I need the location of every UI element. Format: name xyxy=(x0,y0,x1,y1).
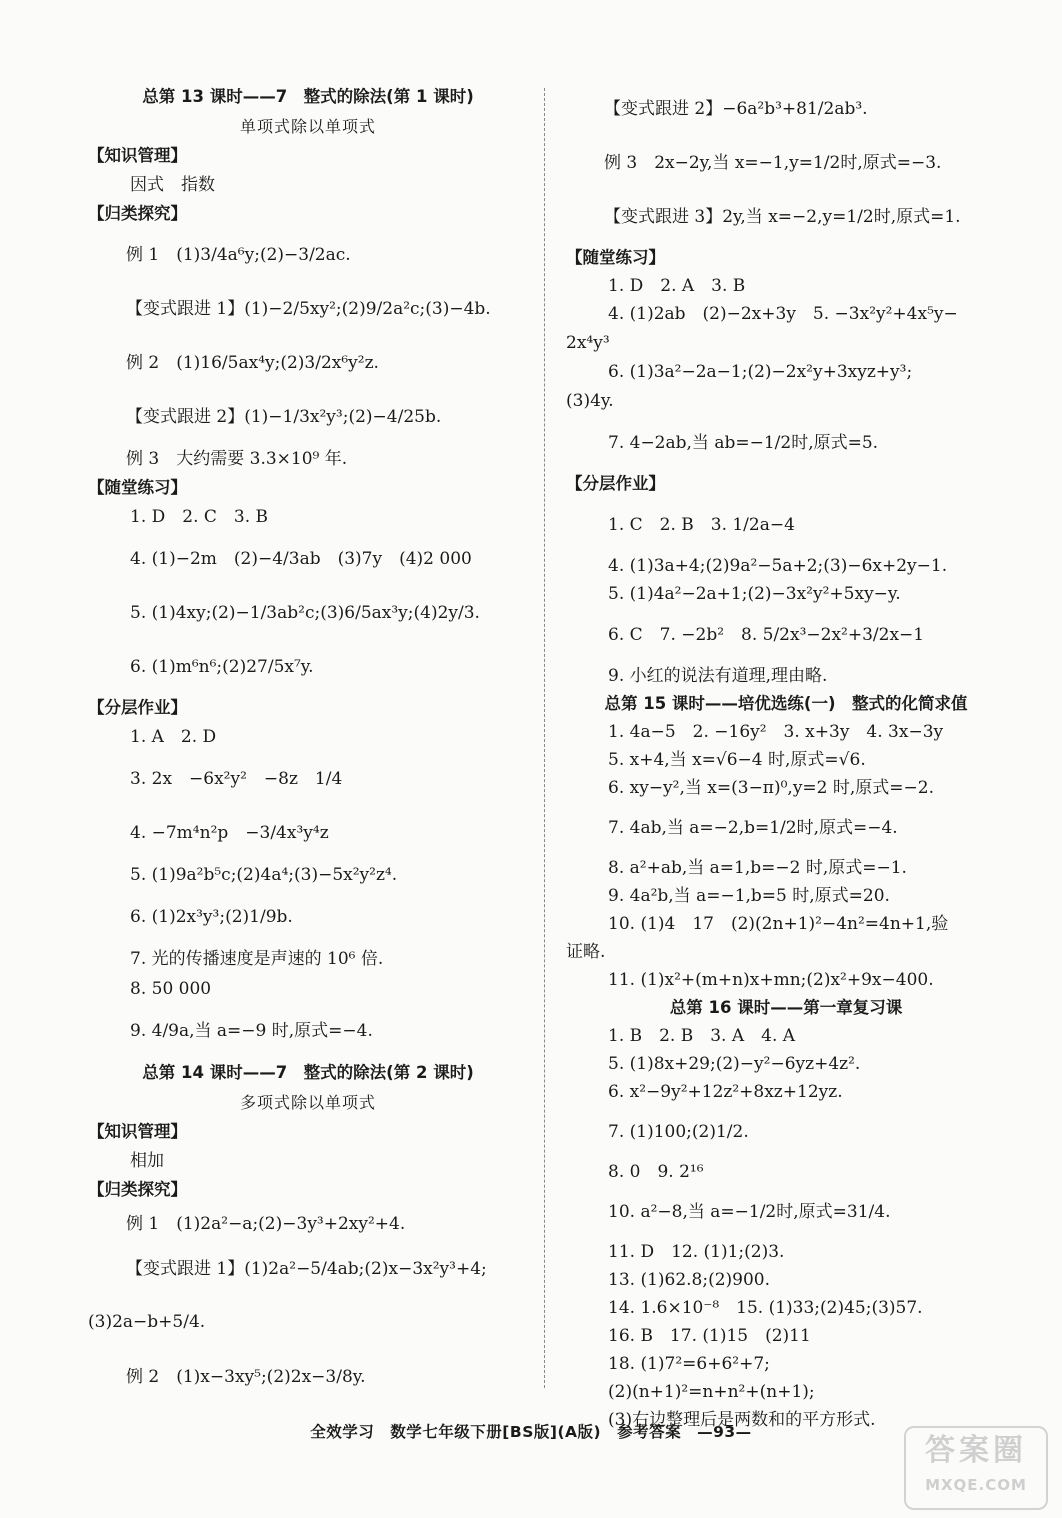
right-line: 【分层作业】 xyxy=(566,474,665,493)
left-line: 因式 指数 xyxy=(130,175,215,195)
left-line: 【变式跟进 1】(1)−2/5xy²;(2)9/2a²c;(3)−4b. xyxy=(126,299,491,319)
left-column xyxy=(88,82,528,1404)
left-line: 【分层作业】 xyxy=(88,698,187,717)
left-line: 5. (1)9a²b⁵c;(2)4a⁴;(3)−5x²y²z⁴. xyxy=(130,865,398,885)
left-line: 例 1 (1)2a²−a;(2)−3y³+2xy²+4. xyxy=(126,1214,406,1234)
left-line: 6. (1)m⁶n⁶;(2)27/5x⁷y. xyxy=(130,657,314,677)
left-line: 【随堂练习】 xyxy=(88,478,187,497)
right-line: 总第 16 课时——第一章复习课 xyxy=(669,998,903,1017)
right-line: 6. xy−y²,当 x=(3−π)⁰,y=2 时,原式=−2. xyxy=(608,778,935,798)
left-line: 相加 xyxy=(130,1151,164,1171)
right-column xyxy=(566,82,1006,1434)
column-divider xyxy=(544,88,545,1388)
right-line: 7. 4ab,当 a=−2,b=1/2时,原式=−4. xyxy=(608,818,898,838)
right-line: 【随堂练习】 xyxy=(566,248,665,267)
right-line: 7. (1)100;(2)1/2. xyxy=(608,1122,749,1142)
right-line: 7. 4−2ab,当 ab=−1/2时,原式=5. xyxy=(608,433,879,453)
right-line: 【变式跟进 3】2y,当 x=−2,y=1/2时,原式=1. xyxy=(604,207,961,227)
left-line: 单项式除以单项式 xyxy=(239,117,376,136)
left-line: 【变式跟进 2】(1)−1/3x²y³;(2)−4/25b. xyxy=(126,407,442,427)
right-line: 18. (1)7²=6+6²+7; xyxy=(608,1354,770,1374)
right-line: 1. D 2. A 3. B xyxy=(608,276,746,296)
left-line: 【知识管理】 xyxy=(88,1122,187,1141)
right-line: 例 3 2x−2y,当 x=−1,y=1/2时,原式=−3. xyxy=(604,153,942,173)
right-line: 16. B 17. (1)15 (2)11 xyxy=(608,1326,811,1346)
right-line: 10. (1)4 17 (2)(2n+1)²−4n²=4n+1,验 xyxy=(608,914,949,934)
left-line: 7. 光的传播速度是声速的 10⁶ 倍. xyxy=(130,949,384,969)
right-line: 4. (1)3a+4;(2)9a²−5a+2;(3)−6x+2y−1. xyxy=(608,556,948,576)
right-line: 10. a²−8,当 a=−1/2时,原式=31/4. xyxy=(608,1202,891,1222)
watermark-logo: 答案圈 MXQE.COM xyxy=(904,1426,1048,1510)
right-line: 2x⁴y³ xyxy=(566,333,610,353)
right-line: 5. x+4,当 x=√6−4 时,原式=√6. xyxy=(608,750,866,770)
right-line: (3)4y. xyxy=(566,391,614,411)
right-line: 9. 小红的说法有道理,理由略. xyxy=(608,666,828,686)
left-line: 3. 2x −6x²y² −8z 1/4 xyxy=(130,769,343,789)
right-line: 总第 15 课时——培优选练(一) 整式的化简求值 xyxy=(604,694,968,713)
left-line: 4. −7m⁴n²p −3/4x³y⁴z xyxy=(130,823,329,843)
right-line: 11. D 12. (1)1;(2)3. xyxy=(608,1242,785,1262)
right-line: 证略. xyxy=(566,942,606,962)
left-line: 6. (1)2x³y³;(2)1/9b. xyxy=(130,907,293,927)
left-line: 例 1 (1)3/4a⁶y;(2)−3/2ac. xyxy=(126,245,351,265)
right-line: 8. 0 9. 2¹⁶ xyxy=(608,1162,704,1182)
left-line: 【归类探究】 xyxy=(88,1180,187,1199)
right-line: 5. (1)8x+29;(2)−y²−6yz+4z². xyxy=(608,1054,861,1074)
left-line: 例 2 (1)16/5ax⁴y;(2)3/2x⁶y²z. xyxy=(126,353,379,373)
left-line: 4. (1)−2m (2)−4/3ab (3)7y (4)2 000 xyxy=(130,549,472,569)
right-line: 6. C 7. −2b² 8. 5/2x³−2x²+3/2x−1 xyxy=(608,625,925,645)
right-line: 【变式跟进 2】−6a²b³+81/2ab³. xyxy=(604,99,868,119)
right-line: 8. a²+ab,当 a=1,b=−2 时,原式=−1. xyxy=(608,858,907,878)
right-line: 1. C 2. B 3. 1/2a−4 xyxy=(608,515,795,535)
right-line: (2)(n+1)²=n+n²+(n+1); xyxy=(608,1382,815,1402)
left-line: 9. 4/9a,当 a=−9 时,原式=−4. xyxy=(130,1021,373,1041)
right-line: 11. (1)x²+(m+n)x+mn;(2)x²+9x−400. xyxy=(608,970,934,990)
left-line: 【知识管理】 xyxy=(88,146,187,165)
right-line: 6. (1)3a²−2a−1;(2)−2x²y+3xyz+y³; xyxy=(608,362,913,382)
right-line: 6. x²−9y²+12z²+8xz+12yz. xyxy=(608,1082,843,1102)
left-line: 总第 14 课时——7 整式的除法(第 2 课时) xyxy=(142,1063,474,1082)
left-line: 多项式除以单项式 xyxy=(239,1093,376,1112)
right-line: 9. 4a²b,当 a=−1,b=5 时,原式=20. xyxy=(608,886,890,906)
right-line: (3)右边整理后是两数和的平方形式. xyxy=(608,1410,876,1430)
right-line: 4. (1)2ab (2)−2x+3y 5. −3x²y²+4x⁵y− xyxy=(608,304,958,324)
left-line: 1. D 2. C 3. B xyxy=(130,507,269,527)
right-line: 1. B 2. B 3. A 4. A xyxy=(608,1026,796,1046)
left-line: 【变式跟进 1】(1)2a²−5/4ab;(2)x−3x²y³+4; xyxy=(126,1259,487,1279)
right-line: 5. (1)4a²−2a+1;(2)−3x²y²+5xy−y. xyxy=(608,584,901,604)
right-line: 14. 1.6×10⁻⁸ 15. (1)33;(2)45;(3)57. xyxy=(608,1298,923,1318)
left-line: 1. A 2. D xyxy=(130,727,217,747)
right-line: 1. 4a−5 2. −16y² 3. x+3y 4. 3x−3y xyxy=(608,722,944,742)
left-line: 【归类探究】 xyxy=(88,204,187,223)
left-line: 5. (1)4xy;(2)−1/3ab²c;(3)6/5ax³y;(4)2y/3. xyxy=(130,603,480,623)
left-line: (3)2a−b+5/4. xyxy=(88,1312,206,1332)
page-footer: 全效学习 数学七年级下册[BS版](A版) 参考答案 —93— xyxy=(310,1423,752,1441)
left-line: 例 3 大约需要 3.3×10⁹ 年. xyxy=(126,449,348,469)
left-line: 例 2 (1)x−3xy⁵;(2)2x−3/8y. xyxy=(126,1367,366,1387)
left-line: 总第 13 课时——7 整式的除法(第 1 课时) xyxy=(142,87,474,106)
left-line: 8. 50 000 xyxy=(130,979,212,999)
right-line: 13. (1)62.8;(2)900. xyxy=(608,1270,771,1290)
